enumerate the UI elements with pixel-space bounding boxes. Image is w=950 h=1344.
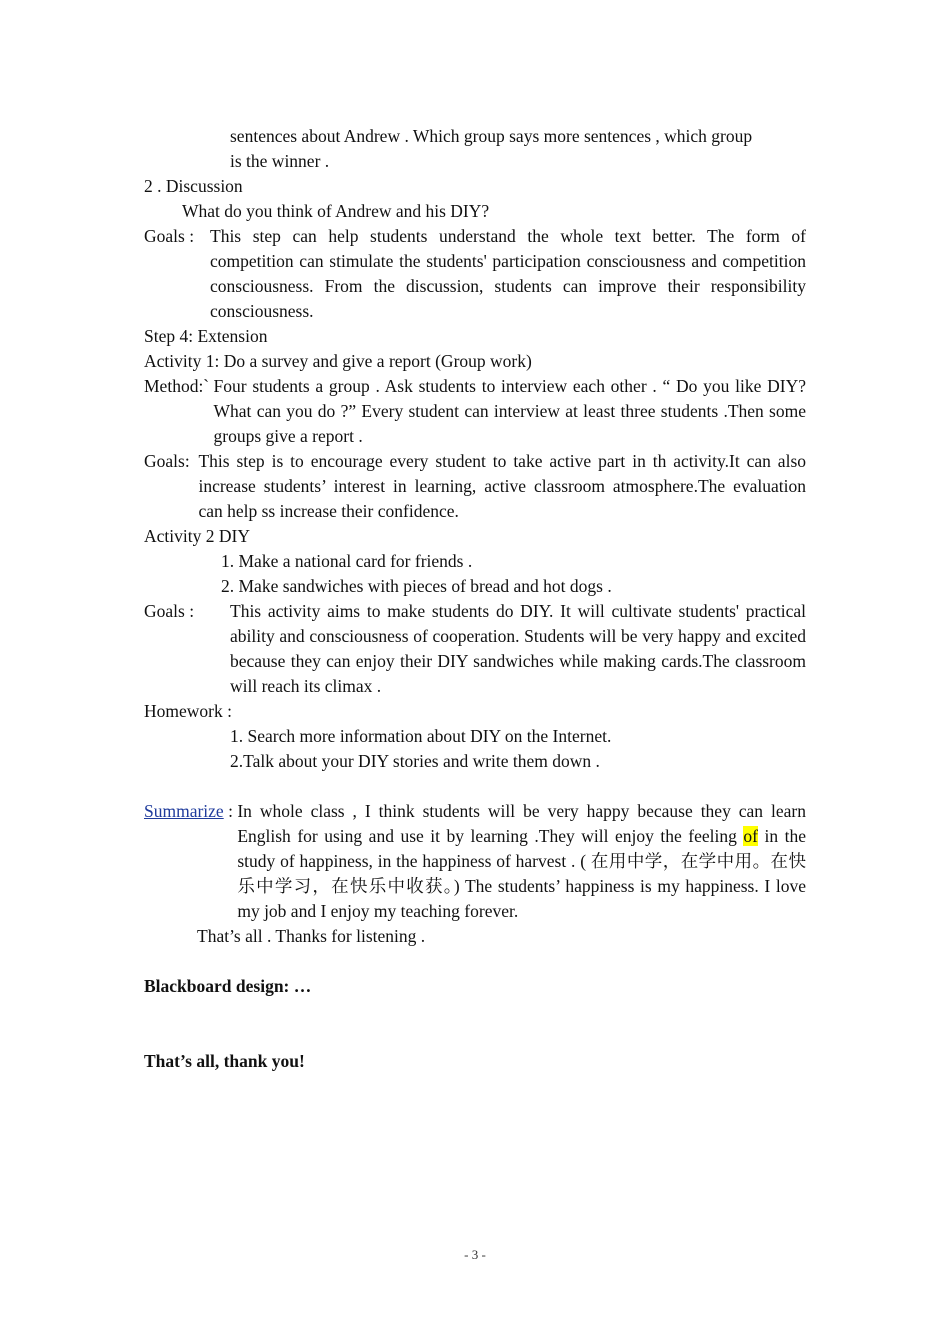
closing-thanks: That’s all, thank you!: [144, 1051, 305, 1071]
goals-label: Goals :: [144, 226, 199, 246]
discussion-question: What do you think of Andrew and his DIY?: [182, 201, 490, 221]
summarize-text-part2: in the study of happiness, in the happiness of harvest . ( 在用中学，在学中用。在快乐中学习，在快乐中收获。) The students’ happiness is my happiness. I love my job and I enjoy my teaching forever.: [237, 826, 806, 921]
page-number: - 3 -: [464, 1247, 486, 1262]
homework-item: 1. Search more information about DIY on the Internet.: [230, 726, 612, 746]
summarize-text: [237, 799, 806, 924]
goals-label-2: Goals:: [144, 451, 199, 471]
summarize-sep: :: [223, 801, 238, 821]
goals-text: [210, 224, 806, 324]
spacer: [144, 999, 806, 1024]
goals-text-2: This step is to encourage every student to take active part in th activity.It can also increase students’ interest in learning, active classroom atmosphere.The evaluation can help ss increase their confidence.: [198, 451, 806, 521]
summarize-text-part1: In whole class , I think students will be very happy because they can learn English for using and use it by learning .They will enjoy the feeling: [237, 801, 806, 846]
page-content: [144, 124, 806, 1074]
activity1-heading: Activity 1: Do a survey and give a report (Group work): [144, 351, 532, 371]
method-label: Method:`: [144, 376, 214, 396]
goals-text-3: This activity aims to make students do DIY. It will cultivate students' practical ability and consciousness of cooperation. Students will be very happy and excited because they can enjoy their DIY sandwiches while making cards.The classroom will reach its climax .: [230, 601, 806, 696]
discussion-heading: 2 . Discussion: [144, 176, 243, 196]
summarize-block: [144, 799, 806, 924]
method-block: [144, 374, 806, 449]
homework-item: 2.Talk about your DIY stories and write them down .: [230, 751, 600, 771]
spacer: [144, 949, 806, 974]
goals-block-1: [144, 224, 806, 324]
goals-block-2: [144, 449, 806, 524]
summarize-label: [144, 799, 237, 924]
continued-line-1: sentences about Andrew . Which group says more sentences , which group: [230, 126, 753, 146]
diy-item: 1. Make a national card for friends .: [221, 551, 473, 571]
goals-label-3: Goals :: [144, 601, 195, 621]
homework-heading: Homework :: [144, 701, 232, 721]
method-text: Four students a group . Ask students to interview each other . “ Do you like DIY? What can you do ?” Every student can interview at least three students .Then some groups give a report .: [213, 376, 806, 446]
goals-block-3: [144, 599, 806, 699]
spacer: [144, 774, 806, 799]
activity2-heading: Activity 2 DIY: [144, 526, 250, 546]
spacer: [144, 1024, 806, 1049]
blackboard-design: Blackboard design: …: [144, 976, 312, 996]
thanks-for-listening: That’s all . Thanks for listening .: [197, 926, 426, 946]
continued-line-2: is the winner .: [230, 151, 330, 171]
goals-text-content: This step can help students understand the whole text better. The form of competition can stimulate the students' participation consciousness and competition consciousness. From the discussion, students can improve their responsibility consciousness.: [210, 226, 806, 321]
step4-heading: Step 4: Extension: [144, 326, 268, 346]
diy-item: 2. Make sandwiches with pieces of bread and hot dogs .: [221, 576, 612, 596]
highlighted-word: of: [743, 826, 758, 846]
summarize-link[interactable]: Summarize: [144, 801, 224, 821]
